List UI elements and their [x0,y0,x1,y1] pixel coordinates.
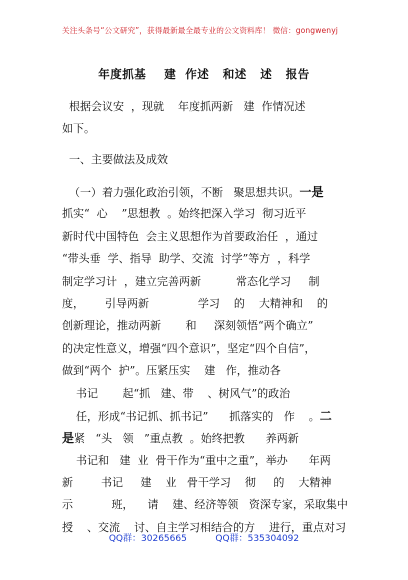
body-line-text: 紧 “头 领 ”重点教 。始终把教 养两新 [74,432,299,446]
section-heading-paragraph [62,149,354,171]
body-line-text: 示 班， 请 建、经济等领 资深专家，采取集中 [62,498,348,512]
body-line [62,338,354,360]
body-line-text: 的决定性意义，增强“四个意识”，坚定“四个自信”， [62,341,316,355]
body-line-text: 书记 起“抓 建、带 、树风气”的政治 [62,386,291,400]
body-line-text: 做到“两个 护”。压紧压实 建 作，推动各 [62,364,281,378]
body-line-text: 度， 引导两新 学习 的 大精神和 的 [62,296,328,310]
body-line-text: （一）着力强化政治引领，不断 聚思想共识。 [62,186,300,199]
intro-paragraph [62,96,354,141]
body-line [62,472,354,494]
intro-line: 根据会议安 ，现就 年度抓两新 建 作情况述 [62,100,306,113]
body-line [62,203,354,225]
body-line [62,450,354,472]
section-heading: 一、主要做法及成效 [62,153,168,166]
body-line [62,494,354,516]
body-line-emphasis: 二 [319,408,332,423]
footer-contact: QQ群：30265665 QQ群：535304092 [108,534,300,544]
body-line-emphasis: 是 [62,431,75,446]
body-line [62,293,354,315]
intro-line: 如下。 [62,122,95,136]
promo-banner: 关注头条号“公文研究”，获得最新最全最专业的公文资料库！ 微信：gongwenyj [62,26,338,35]
body-line [62,427,354,449]
body-paragraph [62,181,354,539]
body-line [62,271,354,293]
body-line [62,181,354,203]
body-line-text: “带头垂 学、指导 助学、交流 讨学”等方 ，科学 [62,252,311,266]
body-line-text: 新 书记 建 业 骨干学习 彻 的 大精神 [62,476,332,490]
body-line-text: 创新理论，推动两新 和 深刻领悟“两个确立” [62,319,314,333]
body-line [62,226,354,248]
body-line-text: 授 、交流 讨、自主学习相结合的方 进行，重点对习 [62,520,346,534]
body-line-text: 制定学习计 ，建立完善两新 常态化学习 制 [62,274,320,288]
body-line [62,383,354,405]
body-line-text: 任，形成“书记抓、抓书记” 抓落实的 作 。 [62,409,320,423]
body-line [62,248,354,270]
body-line-emphasis: 一是 [299,185,324,199]
body-line [62,405,354,427]
body-line-text: 书记和 建 业 骨干作为“重中之重”，举办 年两 [62,453,331,467]
body-line-text: 新时代中国特色 会主义思想作为首要政治任 ，通过 [62,229,318,243]
document-title: 年度抓基 建 作述 和述 述 报告 [98,67,310,81]
body-line [62,360,354,382]
body-line-text: 抓实“ 心 ”思想教 。始终把深入学习 彻习近平 [62,207,307,221]
body-line [62,315,354,337]
